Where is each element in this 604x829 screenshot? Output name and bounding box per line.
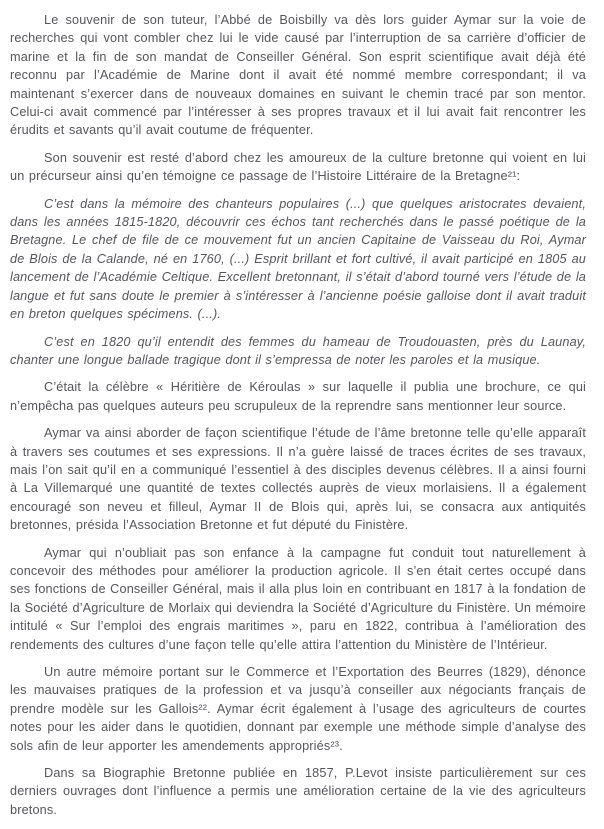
paragraph-biographie-bretonne: Dans sa Biographie Bretonne publiée en 1857, P.Levot insiste particulièrement sur ces derniers ouvrages dont l’influence a permis une amélioration certaine de la vie des agriculteurs bretons. (10, 766, 586, 817)
paragraph-intro-tuteur: Le souvenir de son tuteur, l’Abbé de Boisbilly va dès lors guider Aymar sur la voie de recherches qui vont combler chez lui le vide causé par l’interruption de sa carrière d’officier de marine et la fin de son mandat de Conseiller Général. Son esprit scientifique avait déjà été reconnu par l’Académie de Marine dont il avait été nommé membre correspondant; il va maintenant s’exercer dans de nouveaux domaines en suivant le chemin tracé par son mentor. Celui-ci avait commencé par l’intéresser à ses propres travaux et il lui avait fait rencontrer les érudits et savants qu’il avait coutume de fréquenter. (10, 13, 586, 138)
paragraph-agriculture-memoire: Aymar qui n’oubliait pas son enfance à la campagne fut conduit tout naturellement à concevoir des méthodes pour améliorer la production agricole. Il s’en était certes occupé dans ses fonctions de Conseiller Général, mais il alla plus loin en contribuant en 1817 à la fondation de la Société d’Agriculture de Morlaix qui deviendra la Société d’Agriculture du Finistère. Un mémoire intitulé « Sur l’emploi des engrais maritimes », paru en 1822, contribua à l’amélioration des rendements des cultures d’une façon telle qu’elle attira l’attention du Ministère de l’Intérieur. (10, 545, 587, 652)
paragraph-heritiere-de-keroulas: C’était la célèbre « Héritière de Kéroulas » sur laquelle il publia une brochure, ce qui n’empêcha pas quelques auteurs peu scrupuleux de la reprendre sans mentionner leur source. (10, 380, 586, 413)
paragraph-commerce-beurres: Un autre mémoire portant sur le Commerce et l’Exportation des Beurres (1829), dénonce les mauvaises pratiques de la profession et va jusqu’à conseiller aux négociants français de prendre modèle sur les Gallois²². Aymar écrit également à l’usage des agriculteurs de courtes notes pour les aider dans le quotidien, donnant par exemple une méthode simple d’analyse des sols afin de leur apporter les amendements appropriés²³. (10, 665, 586, 753)
paragraph-quote-ballade-1820: C’est en 1820 qu’il entendit des femmes du hameau de Troudouasten, près du Launay, chanter une longue ballade tragique dont il s’empressa de noter les paroles et la musique. (10, 334, 586, 367)
paragraph-souvenir-precurseur: Son souvenir est resté d’abord chez les amoureux de la culture bretonne qui voient en lui un précurseur ainsi qu’en témoigne ce passage de l’Histoire Littéraire de la Bretagne²¹: (10, 150, 586, 184)
paragraph-etude-ame-bretonne: Aymar va ainsi aborder de façon scientifique l’étude de l’âme bretonne telle qu’elle apparaît à travers ses coutumes et ses expressions. Il n’a guère laissé de traces écrites de ses travaux, mais l’on sait qu’il en a communiqué l’essentiel à des disciples devenus célèbres. Il a ainsi fourni à La Villemarqué une quantité de textes collectés auprès de vieux morlaisiens. Il a également encouragé son neveu et filleul, Aymar II de Blois qui, après lui, se consacra aux antiquités bretonnes, présida l’Association Bretonne et fut député du Finistère. (10, 426, 586, 533)
paragraph-quote-chanteurs-populaires: C’est dans la mémoire des chanteurs populaires (...) que quelques aristocrates devaient, dans les années 1815-1820, découvrir ces échos tant recherchés dans le passé poétique de la Bretagne. Le chef de file de ce mouvement fut un ancien Capitaine de Vaisseau du Roi, Aymar de Blois de la Calande, né en 1760, (...) Esprit brillant et fort cultivé, il avait participé en 1805 au lancement de l’Académie Celtique. Excellent bretonnant, il s’était d’abord tourné vers l’étude de la langue et fut sans doute le premier à s’intéresser à l’ancienne poésie galloise dont il avait traduit en breton quelques spécimens. (...). (10, 196, 586, 322)
